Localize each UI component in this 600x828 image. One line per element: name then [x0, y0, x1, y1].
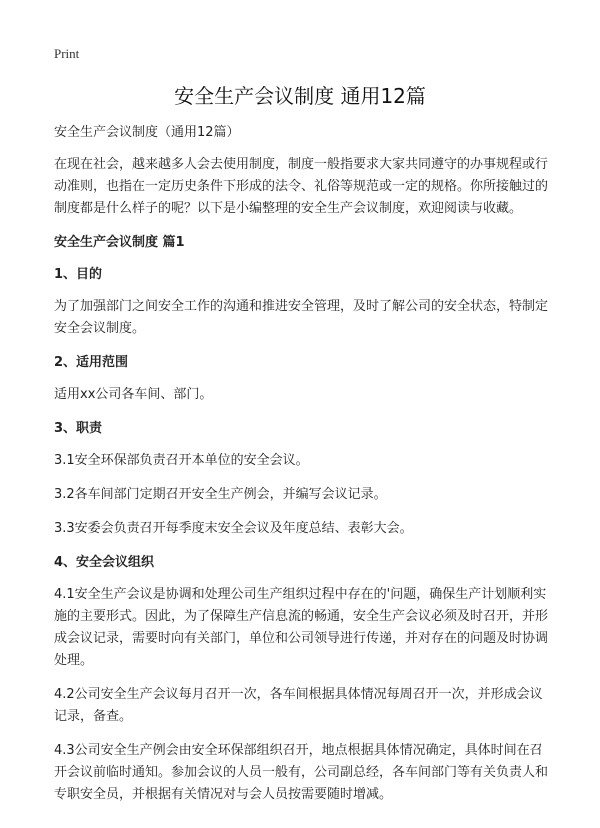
section-heading: 3、职责: [54, 421, 103, 436]
section-title: 安全生产会议制度 篇1: [54, 235, 185, 250]
section-heading: 2、适用范围: [54, 355, 129, 370]
intro-paragraph: 在现在社会，越来越多人会去使用制度，制度一般指要求大家共同遵守的办事规程或行动准则，也指在一定历史条件下形成的法令、礼俗等规范或一定的规格。你所接触过的制度都是什么样子的呢？以下是小编整理的安全生产会议制度，欢迎阅读与收藏。: [54, 157, 549, 216]
document-subtitle: 安全生产会议制度（通用12篇）: [54, 125, 240, 140]
body-paragraph: 3.3安委会负责召开每季度末安全会议及年度总结、表彰大会。: [54, 521, 413, 536]
document-title: 安全生产会议制度 通用12篇: [174, 84, 426, 108]
body-paragraph: 3.2各车间部门定期召开安全生产例会，并编写会议记录。: [54, 487, 387, 502]
body-paragraph: 4.2公司安全生产会议每月召开一次，各车间根据具体情况每周召开一次，并形成会议记录，备查。: [54, 687, 543, 724]
body-paragraph: 3.1安全环保部负责召开本单位的安全会议。: [54, 453, 309, 468]
body-paragraph: 为了加强部门之间安全工作的沟通和推进安全管理，及时了解公司的安全状态，特制定安全会议制度。: [54, 299, 549, 336]
body-paragraph: 4.1安全生产会议是协调和处理公司生产组织过程中存在的'问题，确保生产计划顺利实施的主要形式。因此，为了保障生产信息流的畅通，安全生产会议必须及时召开，并形成会议记录，需要时向有关部门，单位和公司领导进行传递，并对存在的问题及时协调处理。: [54, 587, 549, 668]
section-blocks: [54, 264, 548, 806]
document-body: [54, 122, 548, 818]
body-paragraph: 4.3公司安全生产例会由安全环保部组织召开，地点根据具体情况确定，具体时间在召开会议前临时通知。参加会议的人员一般有，公司副总经，各车间部门等有关负责人和专职安全员，并根据有关情况对与会人员按需要随时增减。: [54, 743, 549, 802]
section-heading: 1、目的: [54, 267, 103, 282]
body-paragraph: 适用xx公司各车间、部门。: [54, 387, 213, 402]
section-heading: 4、安全会议组织: [54, 555, 155, 570]
print-link[interactable]: Print: [54, 46, 80, 61]
